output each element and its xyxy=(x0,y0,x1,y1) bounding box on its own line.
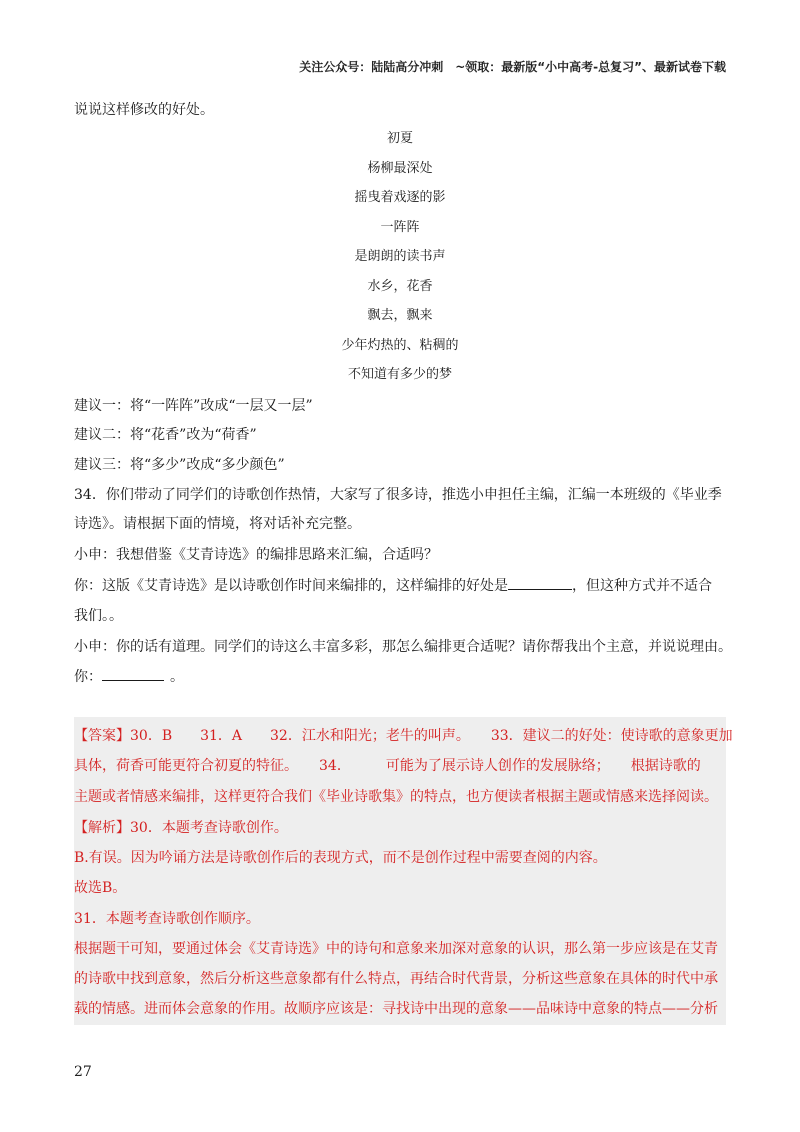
answer-line: 具体，荷香可能更符合初夏的特征。 34． 可能为了展示诗人创作的发展脉络； 根据诗歌的 xyxy=(74,758,701,774)
suggestion-2: 建议二：将“花香”改为“荷香” xyxy=(74,427,257,443)
page-header: 关注公众号：陆陆高分冲刺 ~领取：最新版“小中高考-总复习”、最新试卷下载 xyxy=(299,60,726,74)
intro-text: 说说这样修改的好处。 xyxy=(74,102,214,118)
analysis-line: 根据题干可知，要通过体会《艾青诗选》中的诗句和意象来加深对意象的认识，那么第一步应该是在艾青 xyxy=(74,941,718,957)
poem-line: 水乡，花香 xyxy=(367,279,433,294)
poem-line: 飘去，飘来 xyxy=(367,308,433,323)
dialogue-xiaoshen-2: 小申：你的话有道理。同学们的诗这么丰富多彩，那怎么编排更合适呢？请你帮我出个主意，并说说理由。 xyxy=(74,639,732,655)
dialogue-xiaoshen-1: 小申：我想借鉴《艾青诗选》的编排思路来汇编，合适吗？ xyxy=(74,547,438,563)
analysis-line: 【解析】30．本题考查诗歌创作。 xyxy=(74,820,288,836)
analysis-line: 的诗歌中找到意象，然后分析这些意象都有什么特点，再结合时代背景，分析这些意象在具体的时代中承 xyxy=(74,971,718,987)
answer-line: 主题或者情感来编排，这样更符合我们《毕业诗歌集》的特点，也方便读者根据主题或情感来选择阅读。 xyxy=(74,789,718,805)
page-number: 27 xyxy=(74,1064,92,1080)
analysis-line: B.有误。因为吟诵方法是诗歌创作后的表现方式，而不是创作过程中需要查阅的内容。 xyxy=(74,850,607,866)
question-34-line2: 诗选》。请根据下面的情境，将对话补充完整。 xyxy=(74,516,361,532)
poem-line: 少年灼热的、粘稠的 xyxy=(341,338,459,353)
answer-blank[interactable] xyxy=(508,575,572,590)
analysis-line: 故选B。 xyxy=(74,880,127,896)
question-34-line1: 34．你们带动了同学们的诗歌创作热情，大家写了很多诗，推选小申担任主编，汇编一本班级的《毕业季 xyxy=(74,487,722,503)
poem-line: 一阵阵 xyxy=(380,220,420,235)
poem-line: 摇曳着戏逐的影 xyxy=(354,190,446,205)
poem-line: 不知道有多少的梦 xyxy=(347,367,452,382)
suggestion-1: 建议一：将“一阵阵”改成“一层又一层” xyxy=(74,398,313,414)
suggestion-3: 建议三：将“多少”改成“多少颜色” xyxy=(74,457,285,473)
analysis-line: 载的情感。进而体会意象的作用。故顺序应该是：寻找诗中出现的意象——品味诗中意象的特点——分析 xyxy=(74,1001,718,1017)
poem-line: 杨柳最深处 xyxy=(367,161,433,176)
dialogue-you-1-cont: 我们。。 xyxy=(74,608,123,624)
analysis-line: 31．本题考查诗歌创作顺序。 xyxy=(74,911,260,927)
dialogue-you-2: 你： 。 xyxy=(74,666,184,687)
poem-title: 初夏 xyxy=(386,131,413,146)
answer-blank[interactable] xyxy=(102,666,164,681)
answer-line: 【答案】30．B 31．A 32．江水和阳光；老牛的叫声。 33．建议二的好处：使诗歌的意象更加 xyxy=(74,728,733,744)
dialogue-you-1: 你：这版《艾青诗选》是以诗歌创作时间来编排的，这样编排的好处是 ，但这种方式并不适合 xyxy=(74,575,712,596)
poem-line: 是朗朗的读书声 xyxy=(354,249,446,264)
